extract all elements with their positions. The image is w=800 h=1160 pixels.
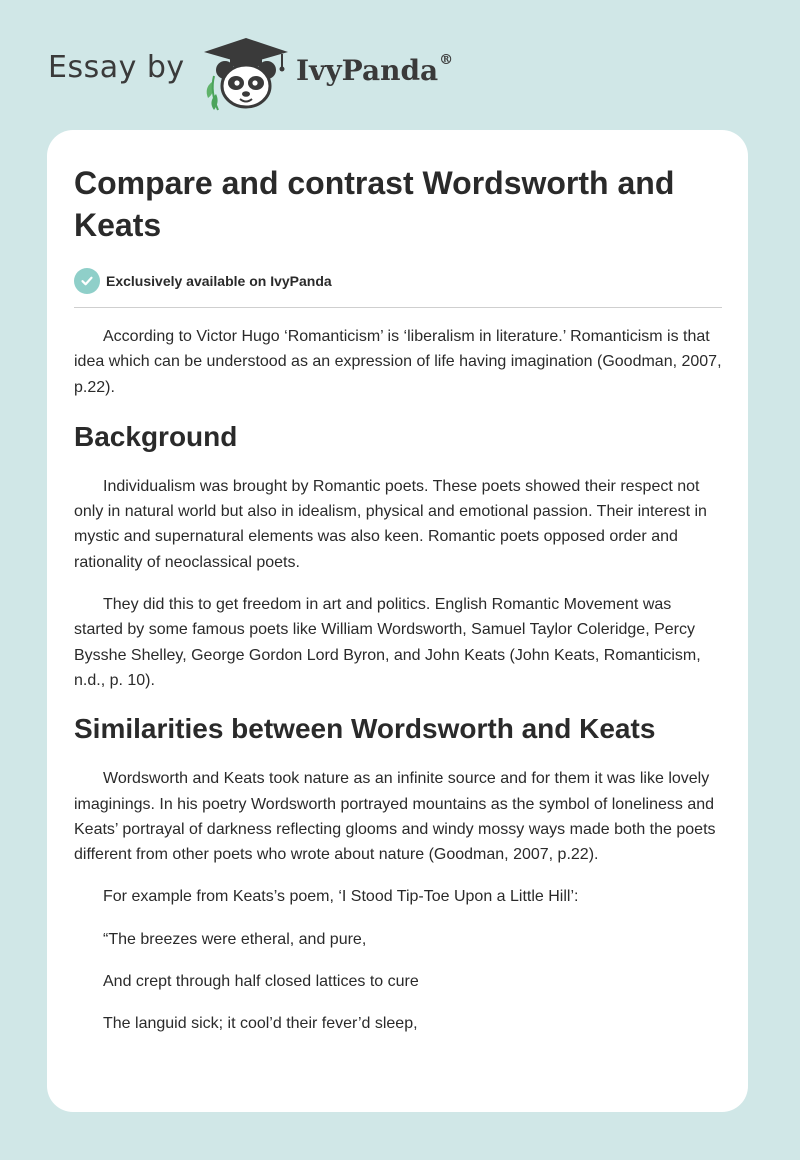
brand-text: IvyPanda [296,54,439,87]
poem-line-3: The languid sick; it cool’d their fever’d sleep, [103,1015,418,1033]
poem-line-1: “The breezes were etheral, and pure, [103,930,367,948]
brand-name[interactable] [296,54,453,87]
exclusive-label: Exclusively available on IvyPanda [106,273,332,289]
exclusive-badge [74,267,722,295]
page-title: Compare and contrast Wordsworth and Keats [74,165,675,243]
background-paragraph-2: They did this to get freedom in art and politics. English Romantic Movement was started by some famous poets like William Wordsworth, Samuel Taylor Coleridge, Percy Bysshe Shelley, George Gordon Lord Byron, and John Keats (John Keats, Romanticism, n.d., p. 10). [74,596,701,689]
essay-by-label: Essay by [48,50,185,85]
site-header [0,0,800,120]
check-icon [74,268,100,294]
panda-graduate-icon[interactable] [200,36,292,112]
section-heading-similarities: Similarities between Wordsworth and Keats [74,713,656,745]
essay-card [47,130,748,1112]
background-paragraph-1: Individualism was brought by Romantic poets. These poets showed their respect not only in natural world but also in idealism, physical and emotional passion. Their interest in mystic and supernatural elements was also keen. Romantic poets opposed order and rationality of neoclassical poets. [74,477,707,571]
intro-paragraph: According to Victor Hugo ‘Romanticism’ is ‘liberalism in literature.’ Romanticism is that idea which can be understood as an expression of life having imagination (Goodman, 2007, p.22). [74,328,722,396]
similarities-paragraph-1: Wordsworth and Keats took nature as an infinite source and for them it was like lovely imaginings. In his poetry Wordsworth portrayed mountains as the symbol of loneliness and Keats’ portrayal of darkness reflecting glooms and windy mossy ways made both the poets different from other poets who wrote about nature (Goodman, 2007, p.22). [74,770,716,864]
section-heading-background: Background [74,420,238,452]
registered-mark: ® [439,52,454,68]
divider [74,307,722,308]
similarities-paragraph-2: For example from Keats’s poem, ‘I Stood Tip-Toe Upon a Little Hill’: [103,888,579,906]
poem-line-2: And crept through half closed lattices to cure [103,973,419,991]
